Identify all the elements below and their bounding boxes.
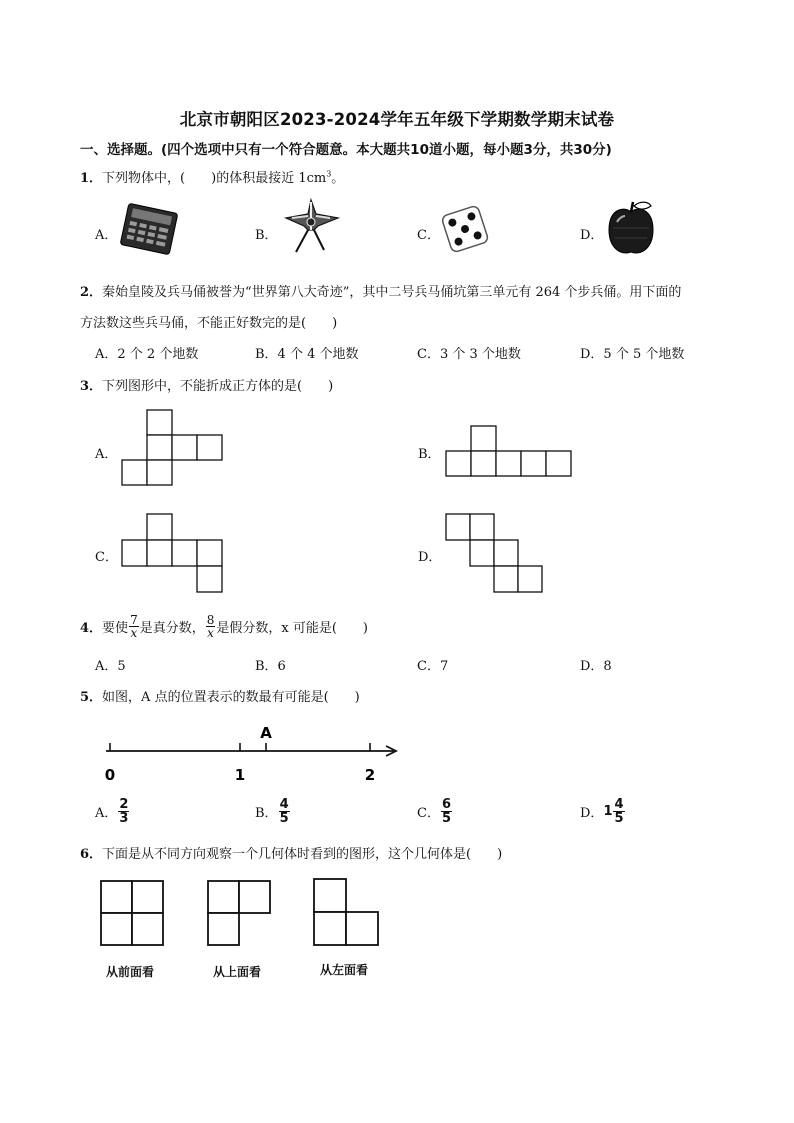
question-text-end: 。 [331, 171, 345, 186]
fraction-numerator: 8 [206, 612, 215, 627]
question-number: 2． [80, 285, 103, 300]
q3-option-a-label: A． [95, 447, 118, 462]
option-label: B． [255, 806, 278, 821]
option-label: A． [95, 806, 118, 821]
fraction-denominator: 5 [614, 811, 624, 826]
q2-option-b: B．4 个 4 个地数 [255, 347, 359, 362]
top-view-caption: 从上面看 [213, 965, 262, 979]
q5-option-c [417, 798, 453, 825]
tick-label-1: 1 [234, 766, 246, 784]
superscript: 3 [326, 169, 332, 179]
question-1 [80, 167, 344, 186]
fraction-8-over-x [206, 614, 216, 639]
cube-net-a [122, 410, 224, 488]
fraction-numerator: 7 [130, 612, 138, 627]
mixed-number-whole: 1 [603, 804, 613, 819]
option-label: C． [417, 806, 440, 821]
fraction [118, 798, 129, 825]
fraction-denominator: x [130, 625, 138, 640]
q1-option-c-label: C． [417, 228, 440, 243]
question-5 [80, 686, 360, 705]
question-text: 下列物体中，( )的体积最接近 1cm [102, 171, 327, 186]
question-number: 1． [80, 171, 103, 186]
q4-option-d: D．8 [580, 659, 612, 674]
q1-option-a-label: A． [95, 228, 118, 243]
q1-option-b-label: B． [255, 228, 278, 243]
q2-option-d: D．5 个 5 个地数 [580, 347, 685, 362]
fraction-numerator: 4 [279, 797, 289, 812]
question-text: 秦始皇陵及兵马俑被誉为“世界第八大奇迹”，其中二号兵马俑坑第三单元有 264 个步兵俑。用下面的 [102, 285, 682, 300]
question-text-post: 是假分数，x 可能是( ) [216, 620, 368, 636]
tick-label-0: 0 [104, 766, 116, 784]
page-title: 北京市朝阳区2023-2024学年五年级下学期数学期末试卷 [179, 110, 615, 129]
fraction-denominator: x [207, 625, 214, 640]
q4-option-a: A．5 [95, 659, 126, 674]
q5-option-b [255, 798, 291, 825]
question-2-line-2: 方法数这些兵马俑，不能正好数完的是( ) [80, 316, 338, 331]
front-view-caption: 从前面看 [106, 965, 155, 979]
fraction-denominator: 5 [441, 811, 451, 826]
q2-option-c: C．3 个 3 个地数 [417, 347, 521, 362]
fraction-numerator: 4 [614, 797, 624, 812]
question-4 [80, 610, 368, 642]
question-number: 3． [80, 379, 103, 394]
tick-label-2: 2 [364, 766, 376, 784]
top-view-figure [207, 880, 273, 948]
fraction-7-over-x [129, 614, 139, 639]
q4-option-b: B．6 [255, 659, 286, 674]
question-2-line-1 [80, 281, 681, 300]
question-text: 下列图形中，不能折成正方体的是( ) [102, 379, 334, 394]
point-a-label: A [260, 724, 272, 742]
q5-option-a [95, 798, 130, 825]
front-view-figure [100, 880, 166, 948]
question-3 [80, 375, 333, 394]
q4-option-c: C．7 [417, 659, 449, 674]
fraction-denominator: 3 [119, 811, 129, 826]
question-text-pre: 要使 [102, 620, 129, 636]
cube-net-c [122, 514, 226, 594]
question-text: 如图，A 点的位置表示的数最有可能是( ) [102, 690, 360, 705]
question-text: 下面是从不同方向观察一个几何体时看到的图形，这个几何体是( ) [102, 847, 503, 862]
dice-icon [440, 206, 490, 252]
question-number: 5． [80, 690, 103, 705]
apple-icon [603, 198, 659, 258]
question-6 [80, 843, 502, 862]
q1-option-d-label: D． [580, 228, 604, 243]
option-label: D． [580, 806, 604, 821]
section-heading: 一、选择题。(四个选项中只有一个符合题意。本大题共10道小题，每小题3分，共30分) [80, 142, 612, 158]
fraction-numerator: 6 [441, 797, 451, 812]
q3-option-b-label: B． [418, 447, 441, 462]
cube-net-d [446, 514, 544, 596]
fraction [279, 798, 290, 825]
question-text-mid: 是真分数， [139, 620, 205, 636]
kite-icon [278, 196, 344, 256]
left-view-caption: 从左面看 [320, 963, 369, 977]
q3-option-c-label: C． [95, 550, 118, 565]
fraction-denominator: 5 [279, 811, 289, 826]
question-number: 6． [80, 847, 103, 862]
fraction-numerator: 2 [119, 797, 129, 812]
cube-net-b [446, 426, 574, 480]
fraction [613, 798, 624, 825]
left-view-figure [313, 878, 381, 948]
q2-option-a: A．2 个 2 个地数 [95, 347, 199, 362]
q5-option-d [580, 798, 626, 825]
number-line [98, 718, 408, 788]
question-number: 4． [80, 620, 103, 636]
fraction [441, 798, 452, 825]
calculator-icon [118, 204, 180, 254]
q3-option-d-label: D． [418, 550, 442, 565]
